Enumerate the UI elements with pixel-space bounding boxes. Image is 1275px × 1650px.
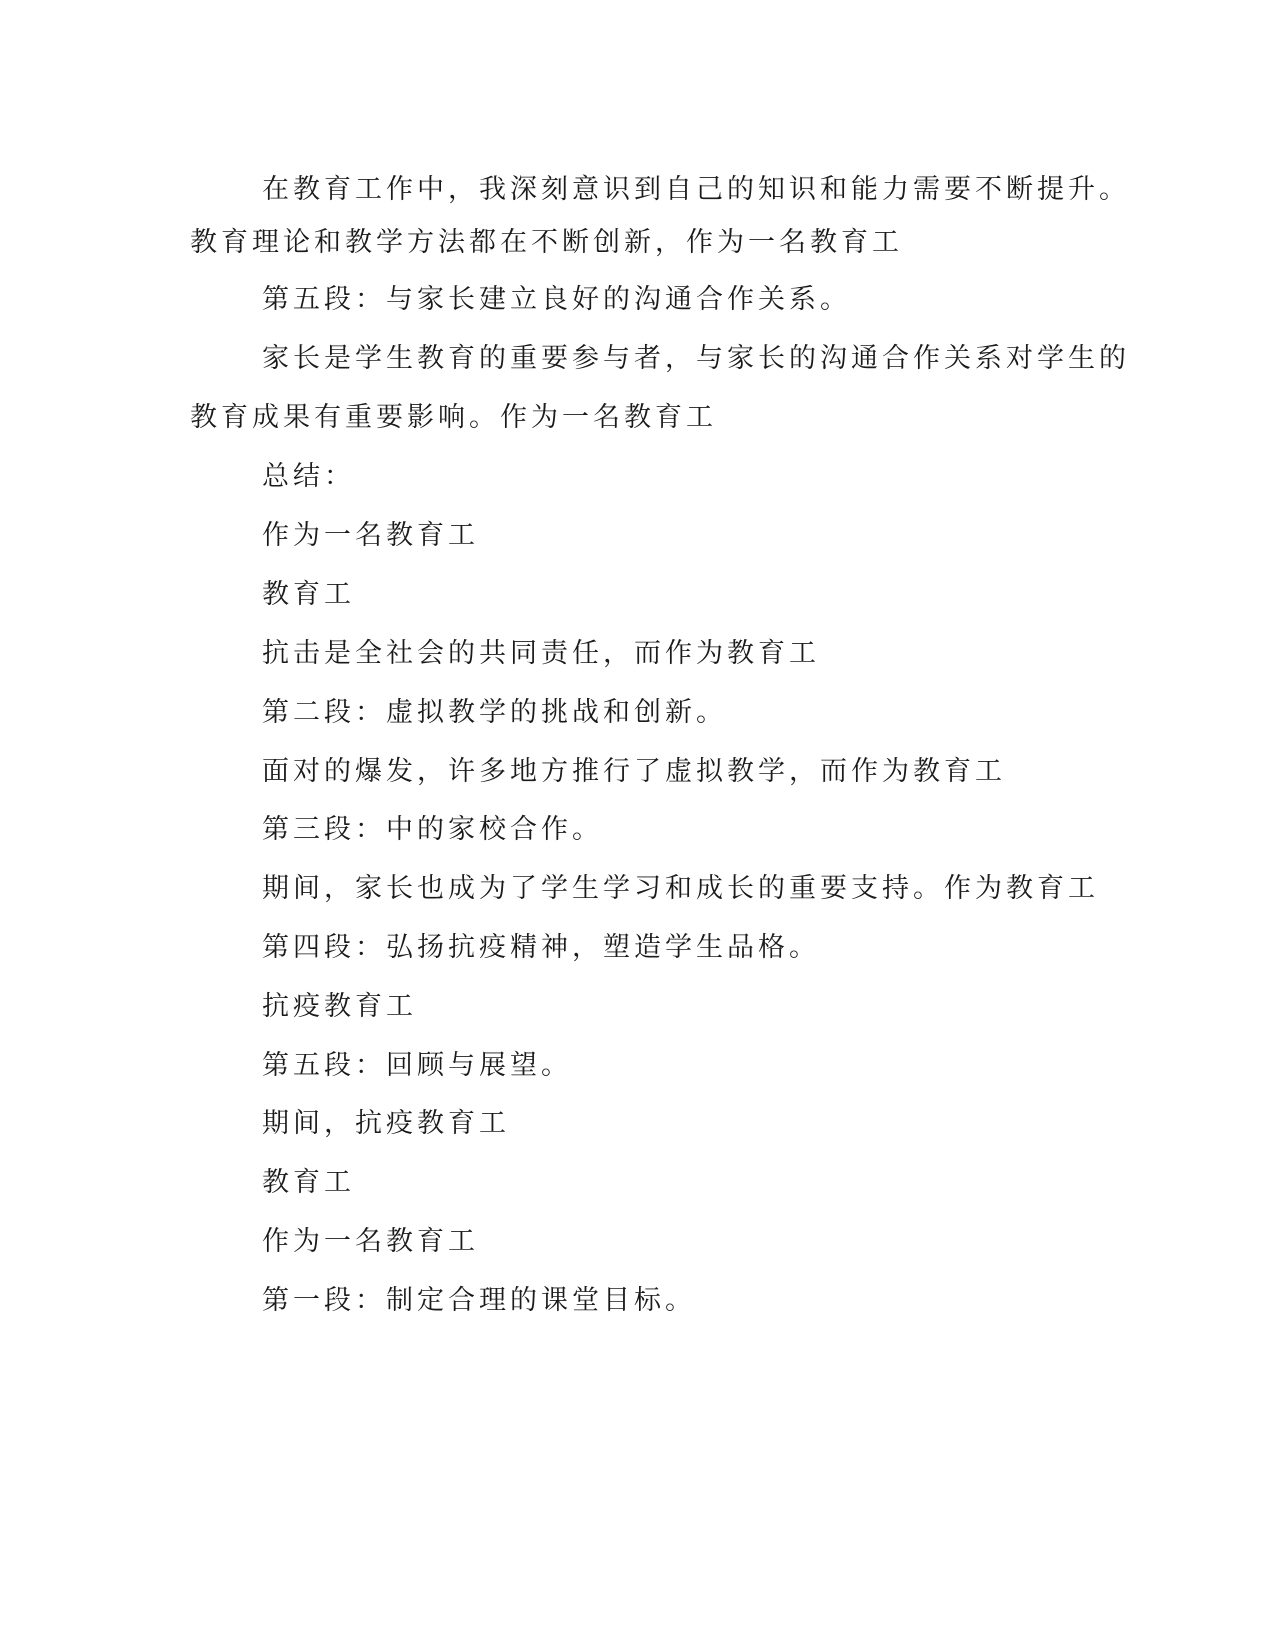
paragraph-line: 家长是学生教育的重要参与者，与家长的沟通合作关系对学生的 [262,343,1130,374]
paragraph-line: 抗疫教育工 [262,991,417,1022]
section-heading: 第五段：与家长建立良好的沟通合作关系。 [262,284,851,315]
paragraph-line: 期间，抗疫教育工 [262,1108,510,1139]
paragraph-line: 期间，家长也成为了学生学习和成长的重要支持。作为教育工 [262,873,1099,904]
section-heading: 第一段：制定合理的课堂目标。 [262,1285,696,1316]
paragraph-line: 抗击是全社会的共同责任，而作为教育工 [262,638,820,669]
paragraph-line: 面对的爆发，许多地方推行了虚拟教学，而作为教育工 [262,756,1006,787]
section-heading: 第二段：虚拟教学的挑战和创新。 [262,697,727,728]
paragraph-line: 教育工 [262,579,355,610]
paragraph-line: 作为一名教育工 [262,520,479,551]
section-heading: 第五段：回顾与展望。 [262,1050,572,1081]
section-heading: 总结： [262,461,355,492]
paragraph-line: 教育工 [262,1167,355,1198]
section-heading: 第四段：弘扬抗疫精神，塑造学生品格。 [262,932,820,963]
paragraph-line: 教育成果有重要影响。作为一名教育工 [190,402,717,433]
paragraph-line: 在教育工作中，我深刻意识到自己的知识和能力需要不断提升。 [262,174,1130,205]
paragraph-line: 作为一名教育工 [262,1226,479,1257]
section-heading: 第三段：中的家校合作。 [262,814,603,845]
paragraph-line: 教育理论和教学方法都在不断创新，作为一名教育工 [190,227,903,258]
